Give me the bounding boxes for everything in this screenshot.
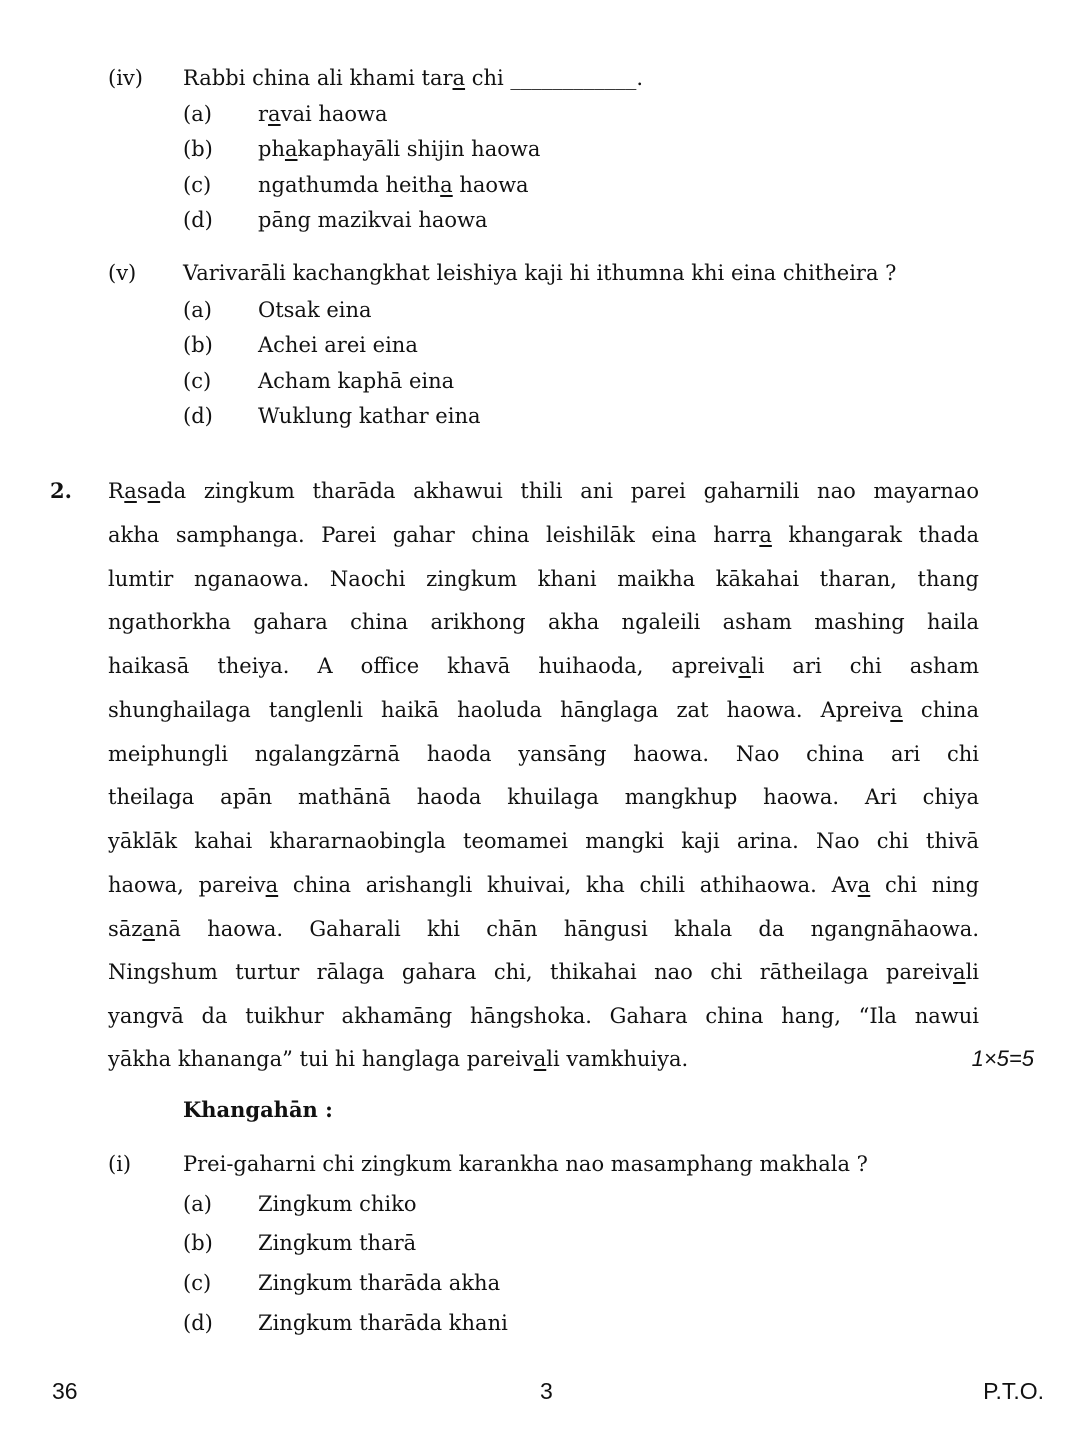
passage-line: lumtir nganaowa. Naochi zingkum khani maikha kākahai tharan, thang — [108, 567, 979, 591]
passage-line: meiphungli ngalangzārnā haoda yansāng haowa. Nao china ari chi — [108, 742, 979, 766]
question-number: 2. — [50, 478, 72, 503]
passage-line: Ningshum turtur rālaga gahara chi, thikahai nao chi rātheilaga pareivali — [108, 960, 979, 984]
passage-line: akha samphanga. Parei gahar china leishilāk eina harra khangarak thada — [108, 523, 980, 547]
option-label: (d) — [183, 1311, 213, 1335]
option-label: (a) — [183, 1192, 212, 1216]
option-label: (b) — [183, 137, 213, 161]
underlined-letter: a — [440, 173, 453, 197]
underlined-letter: a — [738, 654, 751, 678]
question-text: Varivarāli kachangkhat leishiya kaji hi ithumna khi eina chitheira ? — [183, 261, 897, 285]
passage-line: yāklāk kahai khararnaobingla teomamei mangki kaji arina. Nao chi thivā — [108, 829, 979, 853]
underlined-letter: a — [533, 1047, 547, 1071]
passage-line: theilaga apān mathānā haoda khuilaga mangkhup haowa. Ari chiya — [108, 785, 979, 809]
underlined-letter: a — [268, 102, 281, 126]
question-text: Prei-gaharni chi zingkum karankha nao masamphang makhala ? — [183, 1152, 868, 1176]
option-text: Achei arei eina — [258, 333, 418, 357]
option-label: (c) — [183, 369, 212, 393]
option-label: (d) — [183, 208, 213, 232]
passage-line: haowa, pareiva china arishangli khuivai, kha chili athihaowa. Ava chi ning — [108, 873, 980, 897]
underlined-letter: a — [284, 137, 298, 161]
option-label: (b) — [183, 333, 213, 357]
option-label: (c) — [183, 1271, 212, 1295]
option-text: ravai haowa — [258, 102, 388, 126]
underlined-letter: a — [452, 66, 466, 90]
option-text: Zingkum chiko — [258, 1192, 417, 1216]
question-number: (i) — [108, 1152, 132, 1176]
passage-line: Rasada zingkum tharāda akhawui thili ani parei gaharnili nao mayarnao — [108, 479, 979, 503]
paper-code: 36 — [52, 1378, 78, 1404]
passage-line: shunghailaga tanglenli haikā haoluda hānglaga zat haowa. Apreiva china — [108, 698, 979, 722]
option-text: pāng mazikvai haowa — [258, 208, 488, 232]
question-number: (v) — [108, 261, 137, 285]
question-number: (iv) — [108, 66, 143, 90]
question-text: Rabbi china ali khami tara chi ____________. — [183, 66, 644, 90]
option-label: (b) — [183, 1231, 213, 1255]
please-turn-over: P.T.O. — [983, 1378, 1044, 1404]
underlined-letter: a — [265, 873, 279, 897]
option-text: Zingkum tharā — [258, 1231, 417, 1255]
option-label: (c) — [183, 173, 212, 197]
passage-line: sāzanā haowa. Gaharali khi chān hāngusi khala da ngangnāhaowa. — [108, 917, 979, 941]
underlined-letter: a — [890, 698, 903, 722]
option-text: ngathumda heitha haowa — [258, 173, 529, 197]
passage-line: haikasā theiya. A office khavā huihaoda, apreivali ari chi asham — [108, 654, 979, 678]
option-text: Otsak eina — [258, 298, 372, 322]
option-label: (a) — [183, 102, 212, 126]
underlined-letter: a — [857, 873, 871, 897]
option-text: Zingkum tharāda akha — [258, 1271, 501, 1295]
marks: 1×5=5 — [971, 1046, 1034, 1071]
underlined-letter: a — [953, 960, 966, 984]
underlined-letter: a — [147, 479, 161, 503]
passage-line: yākha khananga” tui hi hanglaga pareivali vamkhuiya. — [108, 1047, 689, 1071]
underlined-letter: a — [142, 917, 155, 941]
underlined-letter: a — [124, 479, 137, 503]
questions-heading: Khangahān : — [183, 1097, 333, 1122]
underlined-letter: a — [759, 523, 772, 547]
option-text: phakaphayāli shijin haowa — [258, 137, 541, 161]
option-text: Wuklung kathar eina — [258, 404, 481, 428]
option-text: Zingkum tharāda khani — [258, 1311, 508, 1335]
passage-line: yangvā da tuikhur akhamāng hāngshoka. Gahara china hang, “Ila nawui — [108, 1004, 979, 1028]
option-label: (d) — [183, 404, 213, 428]
option-label: (a) — [183, 298, 212, 322]
page-number: 3 — [540, 1378, 553, 1404]
passage-line: ngathorkha gahara china arikhong akha ngaleili asham mashing haila — [108, 610, 979, 634]
option-text: Acham kaphā eina — [258, 369, 455, 393]
